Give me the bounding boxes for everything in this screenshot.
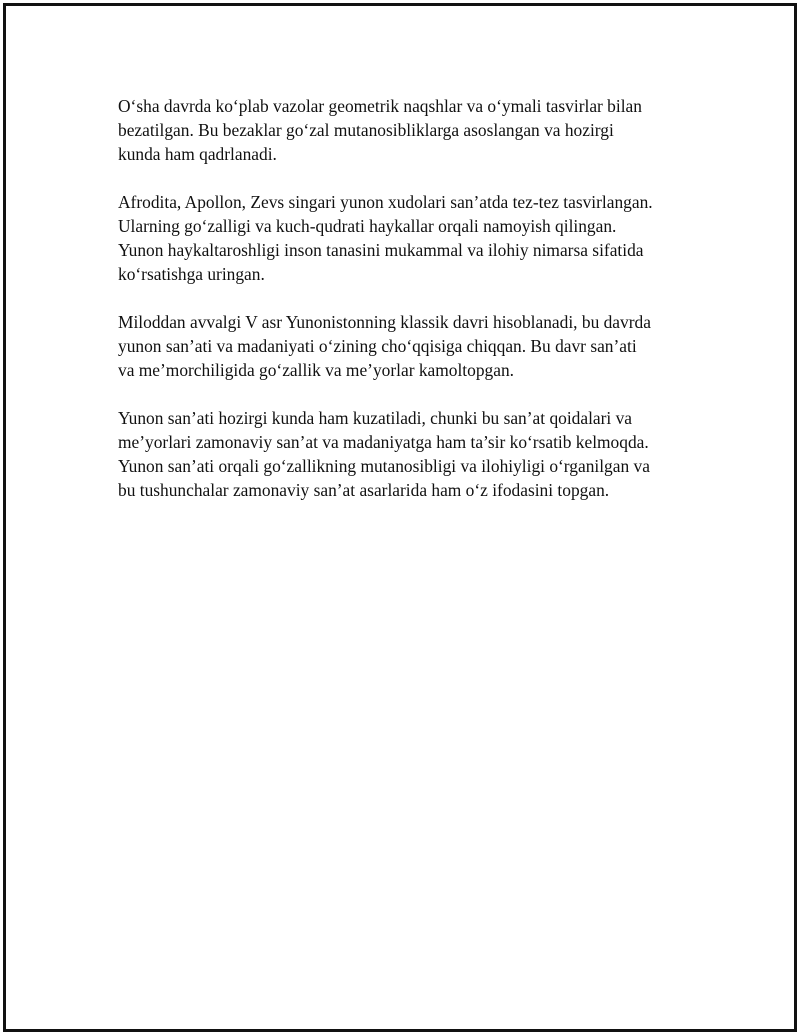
paragraph-line: bezatilgan. Bu bezaklar go‘zal mutanosibliklarga asoslangan va hozirgi (118, 120, 614, 140)
paragraph-line: O‘sha davrda ko‘plab vazolar geometrik naqshlar va o‘ymali tasvirlar bilan (118, 96, 642, 116)
paragraph-line: Yunon haykaltaroshligi inson tanasini mukammal va ilohiy nimarsa sifatida (118, 240, 644, 260)
paragraph-line: me’yorlari zamonaviy san’at va madaniyatga ham ta’sir ko‘rsatib kelmoqda. (118, 432, 649, 452)
paragraph-line: bu tushunchalar zamonaviy san’at asarlarida ham o‘z ifodasini topgan. (118, 480, 610, 500)
paragraph-3 (118, 310, 698, 382)
paragraph-4 (118, 406, 698, 502)
paragraph-1 (118, 94, 698, 166)
paragraph-2 (118, 190, 698, 286)
paragraph-line: Afrodita, Apollon, Zevs singari yunon xudolari san’atda tez-tez tasvirlangan. (118, 192, 653, 212)
document-body (118, 94, 698, 526)
paragraph-line: Yunon san’ati hozirgi kunda ham kuzatiladi, chunki bu san’at qoidalari va (118, 408, 633, 428)
paragraph-line: Ularning go‘zalligi va kuch-qudrati haykallar orqali namoyish qilingan. (118, 216, 617, 236)
paragraph-line: Miloddan avvalgi V asr Yunonistonning klassik davri hisoblanadi, bu davrda (118, 312, 651, 332)
paragraph-line: va me’morchiligida go‘zallik va me’yorlar kamoltopgan. (118, 360, 514, 380)
paragraph-line: kunda ham qadrlanadi. (118, 144, 277, 164)
paragraph-line: yunon san’ati va madaniyati o‘zining cho‘qqisiga chiqqan. Bu davr san’ati (118, 336, 637, 356)
paragraph-line: ko‘rsatishga uringan. (118, 264, 265, 284)
paragraph-line: Yunon san’ati orqali go‘zallikning mutanosibligi va ilohiyligi o‘rganilgan va (118, 456, 650, 476)
